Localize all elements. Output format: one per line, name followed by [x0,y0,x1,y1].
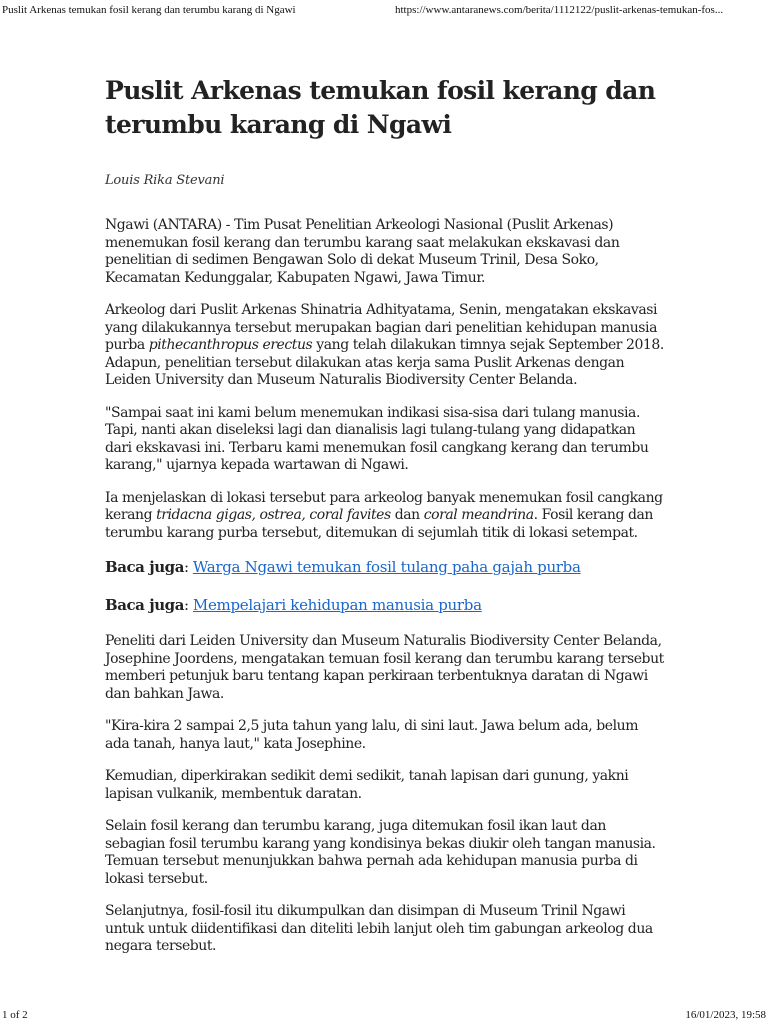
article [105,74,665,971]
paragraph-4-text-a: Ia menjelaskan di lokasi tersebut para arkeolog banyak menemukan fosil cangkang kerang [105,489,663,523]
paragraph-1: Ngawi (ANTARA) - Tim Pusat Penelitian Arkeologi Nasional (Puslit Arkenas) menemukan fosil kerang dan terumbu karang saat melakukan ekskavasi dan penelitian di sedimen Bengawan Solo di dekat Museum Trinil, Desa Soko, Kecamatan Kedunggalar, Kabupaten Ngawi, Jawa Timur. [105,217,620,286]
read-also-1 [105,557,665,577]
read-also-separator: : [183,596,193,614]
read-also-link-2[interactable]: Mempelajari kehidupan manusia purba [192,596,482,614]
read-also-separator: : [183,558,193,576]
species-coral: coral meandrina [423,507,534,523]
read-also-link-1[interactable]: Warga Ngawi temukan fosil tulang paha gajah purba [192,558,581,576]
paragraph-2 [105,302,665,390]
paragraph-5: Peneliti dari Leiden University dan Museum Naturalis Biodiversity Center Belanda, Josephine Joordens, mengatakan temuan fosil kerang dan terumbu karang tersebut memberi petunjuk baru tentang kapan perkiraan terbentuknya daratan di Ngawi dan bahkan Jawa. [105,633,664,702]
species-name: pithecanthropus erectus [148,337,313,353]
paragraph-7: Kemudian, diperkirakan sedikit demi sedikit, tanah lapisan dari gunung, yakni lapisan vulkanik, membentuk daratan. [105,768,629,802]
read-also-2 [105,595,665,615]
page-number: 1 of 2 [2,1009,28,1021]
print-header-url: https://www.antaranews.com/berita/1112122/puslit-arkenas-temukan-fos... [395,4,724,16]
paragraph-2-text-b: yang telah dilakukan timnya sejak September 2018. Adapun, penelitian tersebut dilakukan atas kerja sama Puslit Arkenas dengan Leiden University dan Museum Naturalis Biodiversity Center Belanda. [105,337,664,388]
paragraph-4-text-b: dan [390,507,424,523]
article-title: Puslit Arkenas temukan fosil kerang dan terumbu karang di Ngawi [105,76,656,139]
paragraph-3: "Sampai saat ini kami belum menemukan indikasi sisa-sisa dari tulang manusia. Tapi, nanti akan diseleksi lagi dan dianalisis lagi tulang-tulang yang didapatkan dari ekskavasi ini. Terbaru kami menemukan fosil cangkang kerang dan terumbu karang," ujarnya kepada wartawan di Ngawi. [105,404,649,473]
paragraph-8: Selain fosil kerang dan terumbu karang, juga ditemukan fosil ikan laut dan sebagian fosil terumbu karang yang kondisinya bekas diukir oleh tangan manusia. Temuan tersebut menunjukkan bahwa pernah ada kehidupan manusia purba di lokasi tersebut. [105,818,656,887]
print-datetime: 16/01/2023, 19:58 [685,1009,766,1021]
paragraph-4-text-c: . Fosil kerang dan terumbu karang purba tersebut, ditemukan di sejumlah titik di lokasi setempat. [105,507,653,541]
read-also-label: Baca juga [105,558,184,576]
article-author: Louis Rika Stevani [105,173,225,188]
print-header-title: Puslit Arkenas temukan fosil kerang dan terumbu karang di Ngawi [2,4,296,16]
paragraph-2-text-a: Arkeolog dari Puslit Arkenas Shinatria Adhityatama, Senin, mengatakan ekskavasi yang dilakukannya tersebut merupakan bagian dari penelitian kehidupan manusia purba [105,302,658,353]
article-body [105,217,665,956]
paragraph-4 [105,490,665,543]
paragraph-6: "Kira-kira 2 sampai 2,5 juta tahun yang lalu, di sini laut. Jawa belum ada, belum ada tanah, hanya laut," kata Josephine. [105,718,639,752]
read-also-label: Baca juga [105,596,184,614]
species-list: tridacna gigas, ostrea, coral favites [156,507,391,523]
paragraph-9: Selanjutnya, fosil-fosil itu dikumpulkan dan disimpan di Museum Trinil Ngawi untuk untuk diidentifikasi dan diteliti lebih lanjut oleh tim gabungan arkeolog dua negara tersebut. [105,903,653,954]
